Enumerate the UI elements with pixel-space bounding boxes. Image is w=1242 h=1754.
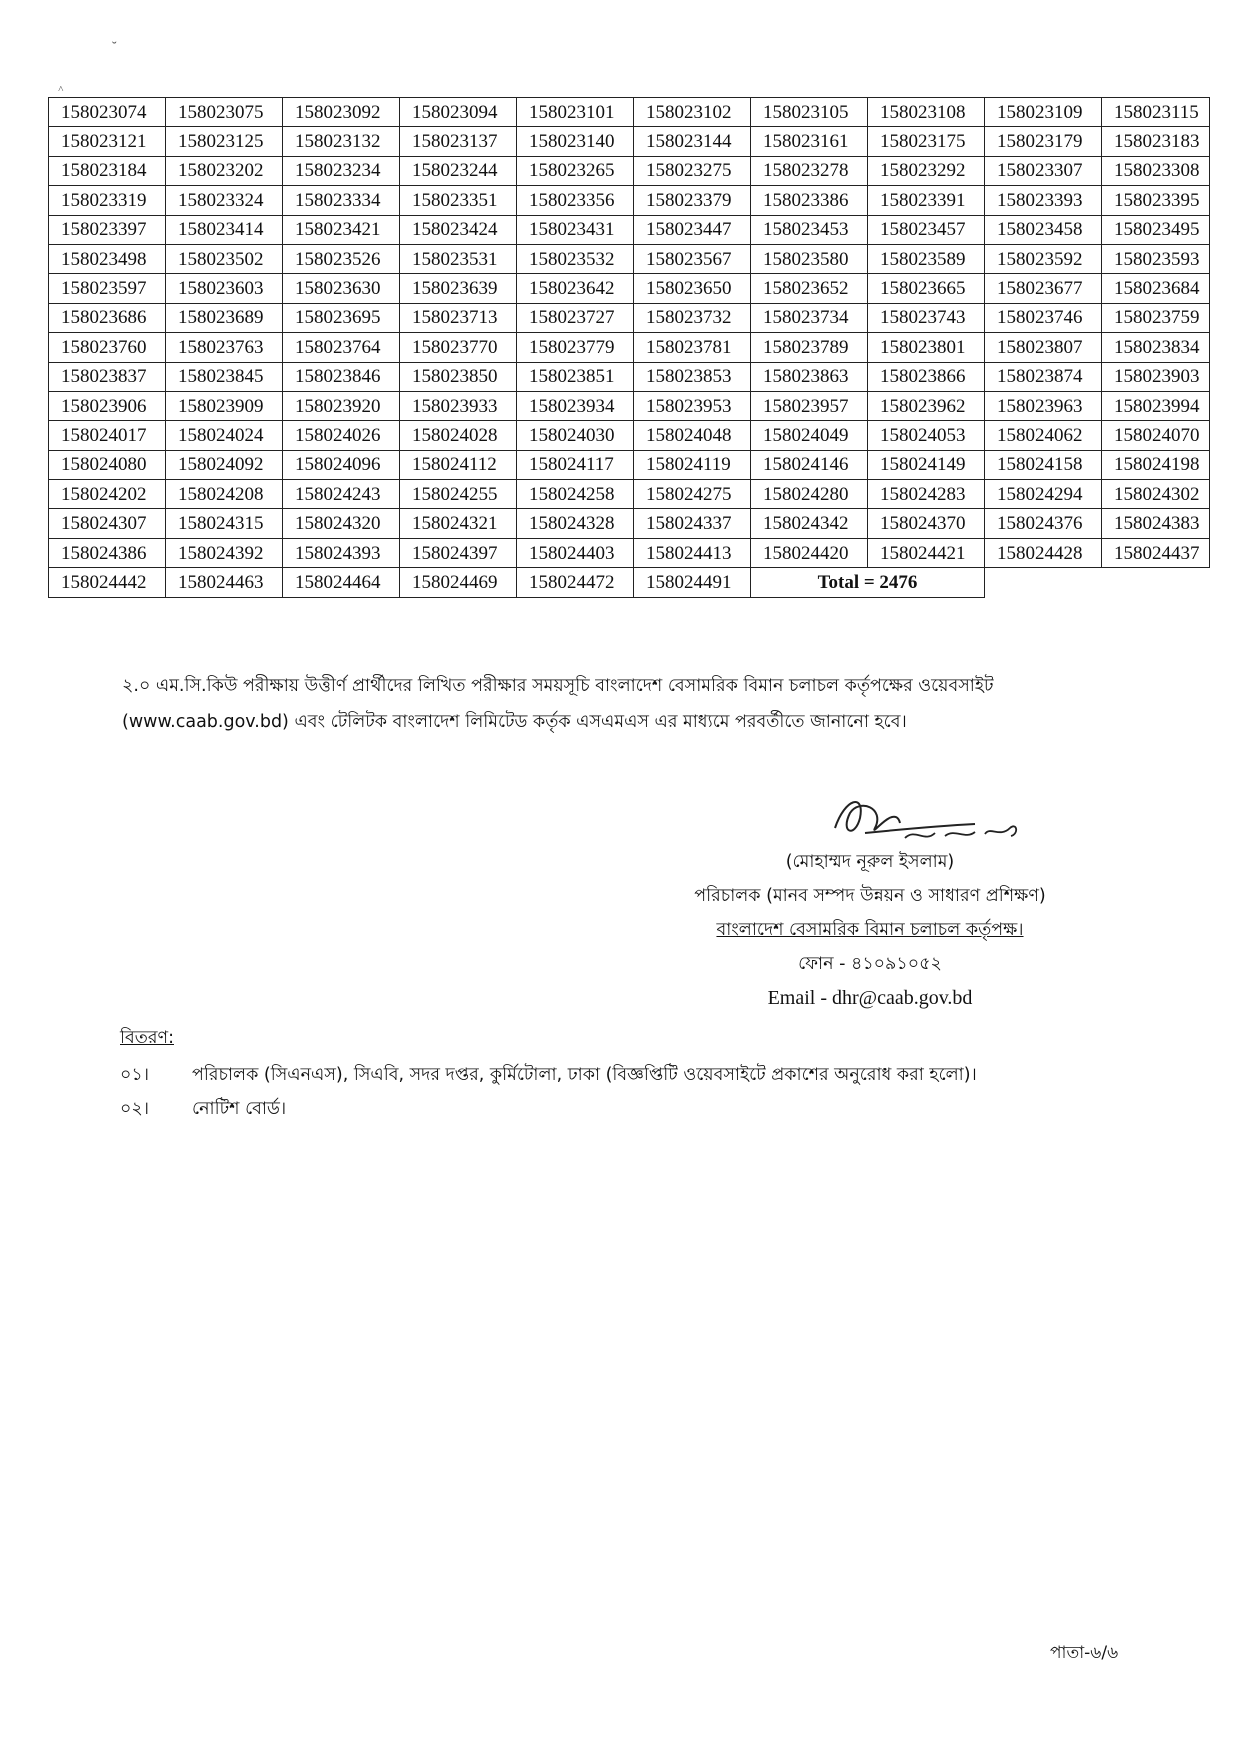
signatory-designation: পরিচালক (মানব সম্পদ উন্নয়ন ও সাধারণ প্রশিক্ষণ) [694,886,1046,906]
roll-number-cell: 158024307 [49,509,166,538]
distribution-item-number: ০২। [120,1099,150,1119]
roll-number-cell: 158023202 [166,156,283,185]
roll-number-cell: 158023639 [400,274,517,303]
roll-number-cell: 158023807 [985,333,1102,362]
roll-number-cell: 158023132 [283,127,400,156]
roll-number-cell: 158023458 [985,215,1102,244]
roll-number-cell: 158023351 [400,186,517,215]
roll-number-cell: 158023334 [283,186,400,215]
roll-number-cell: 158023933 [400,391,517,420]
roll-number-cell: 158023265 [517,156,634,185]
table-row [49,244,1210,273]
roll-number-cell: 158023592 [985,244,1102,273]
notice-paragraph [122,668,1122,740]
roll-number-cell: 158024302 [1102,480,1210,509]
roll-number-cell: 158023161 [751,127,868,156]
roll-number-cell: 158024092 [166,450,283,479]
roll-number-cell: 158023393 [985,186,1102,215]
table-row [49,450,1210,479]
roll-number-cell: 158024049 [751,421,868,450]
roll-number-cell: 158024119 [634,450,751,479]
roll-number-cell: 158023234 [283,156,400,185]
roll-number-cell: 158023495 [1102,215,1210,244]
roll-number-cell: 158023379 [634,186,751,215]
roll-number-cell: 158024420 [751,538,868,567]
roll-number-cell: 158023781 [634,333,751,362]
roll-number-cell: 158024283 [868,480,985,509]
page-number: পাতা-৬/৬ [1050,1643,1119,1663]
roll-number-cell: 158023684 [1102,274,1210,303]
roll-number-cell: 158023874 [985,362,1102,391]
roll-number-cell: 158024320 [283,509,400,538]
roll-number-cell: 158023386 [751,186,868,215]
roll-number-cell: 158023743 [868,303,985,332]
roll-number-cell: 158023183 [1102,127,1210,156]
roll-number-cell: 158024469 [400,568,517,597]
roll-number-cell: 158023727 [517,303,634,332]
roll-number-cell: 158023108 [868,98,985,127]
roll-number-cell: 158023498 [49,244,166,273]
roll-number-cell: 158024342 [751,509,868,538]
roll-number-cell: 158023770 [400,333,517,362]
scan-mark: ˘ [112,40,117,55]
roll-number-cell: 158023102 [634,98,751,127]
roll-number-cell: 158023677 [985,274,1102,303]
roll-number-cell: 158024112 [400,450,517,479]
roll-number-cell: 158023094 [400,98,517,127]
roll-number-cell: 158024080 [49,450,166,479]
roll-number-cell: 158023834 [1102,333,1210,362]
roll-number-cell: 158023764 [283,333,400,362]
roll-number-cell: 158024255 [400,480,517,509]
roll-number-cell: 158024337 [634,509,751,538]
signatory-organization: বাংলাদেশ বেসামরিক বিমান চলাচল কর্তৃপক্ষ। [716,920,1024,940]
roll-number-cell: 158024491 [634,568,751,597]
distribution-list [120,1025,977,1126]
roll-number-cell: 158024392 [166,538,283,567]
roll-number-cell: 158023115 [1102,98,1210,127]
signatory-name: (মোহাম্মদ নূরুল ইসলাম) [785,852,955,872]
distribution-item-text: নোটিশ বোর্ড। [192,1099,287,1119]
table-row [49,303,1210,332]
signature-block [660,845,1080,1015]
roll-number-cell: 158023846 [283,362,400,391]
roll-number-cell: 158023920 [283,391,400,420]
roll-number-cell: 158024403 [517,538,634,567]
roll-number-cell: 158024243 [283,480,400,509]
roll-number-cell: 158024393 [283,538,400,567]
roll-number-cell: 158024096 [283,450,400,479]
roll-number-cell: 158023319 [49,186,166,215]
roll-number-cell: 158024328 [517,509,634,538]
distribution-item-text: পরিচালক (সিএনএস), সিএবি, সদর দপ্তর, কুর্মিটোলা, ঢাকা (বিজ্ঞপ্তিটি ওয়েবসাইটে প্রকাশের অনুরোধ করা হলো)। [192,1065,977,1085]
roll-number-cell: 158023763 [166,333,283,362]
roll-number-cell: 158023695 [283,303,400,332]
roll-number-cell: 158024370 [868,509,985,538]
roll-number-cell: 158023866 [868,362,985,391]
roll-number-cell: 158023845 [166,362,283,391]
roll-number-cell: 158023109 [985,98,1102,127]
roll-number-cell: 158023789 [751,333,868,362]
roll-number-cell: 158023963 [985,391,1102,420]
roll-number-cell: 158024428 [985,538,1102,567]
roll-number-cell: 158024026 [283,421,400,450]
distribution-heading: বিতরণ: [120,1028,174,1048]
roll-number-cell: 158023278 [751,156,868,185]
roll-number-cell: 158023414 [166,215,283,244]
roll-number-cell: 158023532 [517,244,634,273]
roll-number-cell: 158023275 [634,156,751,185]
table-row [49,156,1210,185]
roll-number-cell: 158024397 [400,538,517,567]
roll-number-cell: 158023906 [49,391,166,420]
roll-number-cell: 158023421 [283,215,400,244]
roll-number-cell: 158023593 [1102,244,1210,273]
roll-number-cell: 158024383 [1102,509,1210,538]
roll-number-cell: 158023431 [517,215,634,244]
table-row [49,274,1210,303]
roll-number-cell: 158024024 [166,421,283,450]
total-count: Total = 2476 [751,568,985,597]
table-row [49,421,1210,450]
roll-number-cell: 158023074 [49,98,166,127]
roll-number-cell: 158024376 [985,509,1102,538]
distribution-item-number: ০১। [120,1065,149,1085]
roll-number-cell: 158023175 [868,127,985,156]
table-row [49,480,1210,509]
table-row [49,186,1210,215]
roll-number-cell: 158024017 [49,421,166,450]
roll-number-cell: 158023137 [400,127,517,156]
roll-number-cell: 158023689 [166,303,283,332]
roll-number-cell: 158023121 [49,127,166,156]
roll-number-cell: 158023308 [1102,156,1210,185]
roll-number-cell: 158024158 [985,450,1102,479]
roll-number-cell: 158023395 [1102,186,1210,215]
roll-number-cell: 158024315 [166,509,283,538]
roll-number-cell: 158023642 [517,274,634,303]
roll-number-cell: 158024048 [634,421,751,450]
roll-number-cell: 158024321 [400,509,517,538]
roll-number-cell: 158023457 [868,215,985,244]
roll-number-cell: 158023184 [49,156,166,185]
roll-number-cell: 158023734 [751,303,868,332]
roll-number-cell: 158024146 [751,450,868,479]
roll-number-cell: 158023957 [751,391,868,420]
roll-number-cell: 158023759 [1102,303,1210,332]
roll-number-cell: 158024202 [49,480,166,509]
roll-number-cell: 158023447 [634,215,751,244]
roll-number-cell: 158023903 [1102,362,1210,391]
roll-number-cell: 158024149 [868,450,985,479]
table-row [49,509,1210,538]
table-row [49,215,1210,244]
roll-number-cell: 158023105 [751,98,868,127]
roll-number-cell: 158023994 [1102,391,1210,420]
roll-table-body [49,98,1210,598]
roll-number-cell: 158024258 [517,480,634,509]
roll-number-cell: 158024442 [49,568,166,597]
roll-number-cell: 158023934 [517,391,634,420]
roll-number-cell: 158023567 [634,244,751,273]
roll-number-table [48,97,1210,598]
roll-number-cell: 158023244 [400,156,517,185]
roll-number-cell: 158024463 [166,568,283,597]
roll-number-cell: 158023652 [751,274,868,303]
roll-number-cell: 158023075 [166,98,283,127]
roll-number-cell: 158023144 [634,127,751,156]
roll-number-cell: 158023526 [283,244,400,273]
table-row [49,568,1210,597]
empty-cell [985,568,1210,597]
roll-number-cell: 158023424 [400,215,517,244]
scan-mark: ˄ [58,84,64,95]
roll-number-cell: 158023101 [517,98,634,127]
roll-number-cell: 158023665 [868,274,985,303]
roll-number-cell: 158023125 [166,127,283,156]
roll-number-cell: 158023801 [868,333,985,362]
roll-number-cell: 158024053 [868,421,985,450]
roll-number-cell: 158023837 [49,362,166,391]
roll-number-cell: 158023851 [517,362,634,391]
table-row [49,98,1210,127]
roll-number-cell: 158023760 [49,333,166,362]
roll-number-cell: 158023853 [634,362,751,391]
roll-number-cell: 158023630 [283,274,400,303]
roll-number-cell: 158024472 [517,568,634,597]
roll-number-cell: 158023179 [985,127,1102,156]
roll-number-cell: 158023453 [751,215,868,244]
roll-number-cell: 158024198 [1102,450,1210,479]
roll-number-cell: 158023909 [166,391,283,420]
roll-number-cell: 158023502 [166,244,283,273]
roll-number-cell: 158023713 [400,303,517,332]
distribution-item [120,1058,977,1092]
roll-number-cell: 158024062 [985,421,1102,450]
table-row [49,391,1210,420]
roll-number-cell: 158024117 [517,450,634,479]
roll-number-cell: 158023732 [634,303,751,332]
roll-number-cell: 158023589 [868,244,985,273]
roll-number-cell: 158023597 [49,274,166,303]
roll-number-cell: 158023397 [49,215,166,244]
roll-number-cell: 158024464 [283,568,400,597]
roll-number-cell: 158023603 [166,274,283,303]
roll-number-cell: 158023863 [751,362,868,391]
roll-number-cell: 158023962 [868,391,985,420]
roll-number-cell: 158024386 [49,538,166,567]
roll-number-cell: 158023391 [868,186,985,215]
roll-number-cell: 158024208 [166,480,283,509]
roll-number-cell: 158024294 [985,480,1102,509]
roll-number-cell: 158023292 [868,156,985,185]
roll-number-cell: 158024421 [868,538,985,567]
table-row [49,362,1210,391]
roll-number-cell: 158023531 [400,244,517,273]
roll-number-cell: 158023650 [634,274,751,303]
roll-number-cell: 158023140 [517,127,634,156]
notice-line-2: (www.caab.gov.bd) এবং টেলিটক বাংলাদেশ লিমিটেড কর্তৃক এসএমএস এর মাধ্যমে পরবর্তীতে জানানো হবে। [122,712,907,732]
notice-line-1: ২.০ এম.সি.কিউ পরীক্ষায় উত্তীর্ণ প্রার্থীদের লিখিত পরীক্ষার সময়সূচি বাংলাদেশ বেসামরিক বিমান চলাচল কর্তৃপক্ষের ওয়েবসাইট [122,676,994,696]
roll-number-cell: 158023746 [985,303,1102,332]
roll-number-cell: 158023580 [751,244,868,273]
roll-number-cell: 158024070 [1102,421,1210,450]
roll-number-cell: 158024437 [1102,538,1210,567]
signatory-phone: ফোন - ৪১০৯১০৫২ [798,954,942,974]
roll-number-cell: 158024028 [400,421,517,450]
roll-number-cell: 158023686 [49,303,166,332]
roll-number-cell: 158023324 [166,186,283,215]
roll-number-cell: 158024275 [634,480,751,509]
roll-number-cell: 158023307 [985,156,1102,185]
roll-number-cell: 158024280 [751,480,868,509]
roll-number-cell: 158023850 [400,362,517,391]
signatory-email: Email - dhr@caab.gov.bd [767,987,973,1009]
roll-number-cell: 158023953 [634,391,751,420]
table-row [49,333,1210,362]
table-row [49,127,1210,156]
roll-number-cell: 158023092 [283,98,400,127]
table-row [49,538,1210,567]
roll-number-cell: 158024413 [634,538,751,567]
roll-number-cell: 158023779 [517,333,634,362]
roll-number-cell: 158024030 [517,421,634,450]
distribution-item [120,1092,977,1126]
roll-number-cell: 158023356 [517,186,634,215]
